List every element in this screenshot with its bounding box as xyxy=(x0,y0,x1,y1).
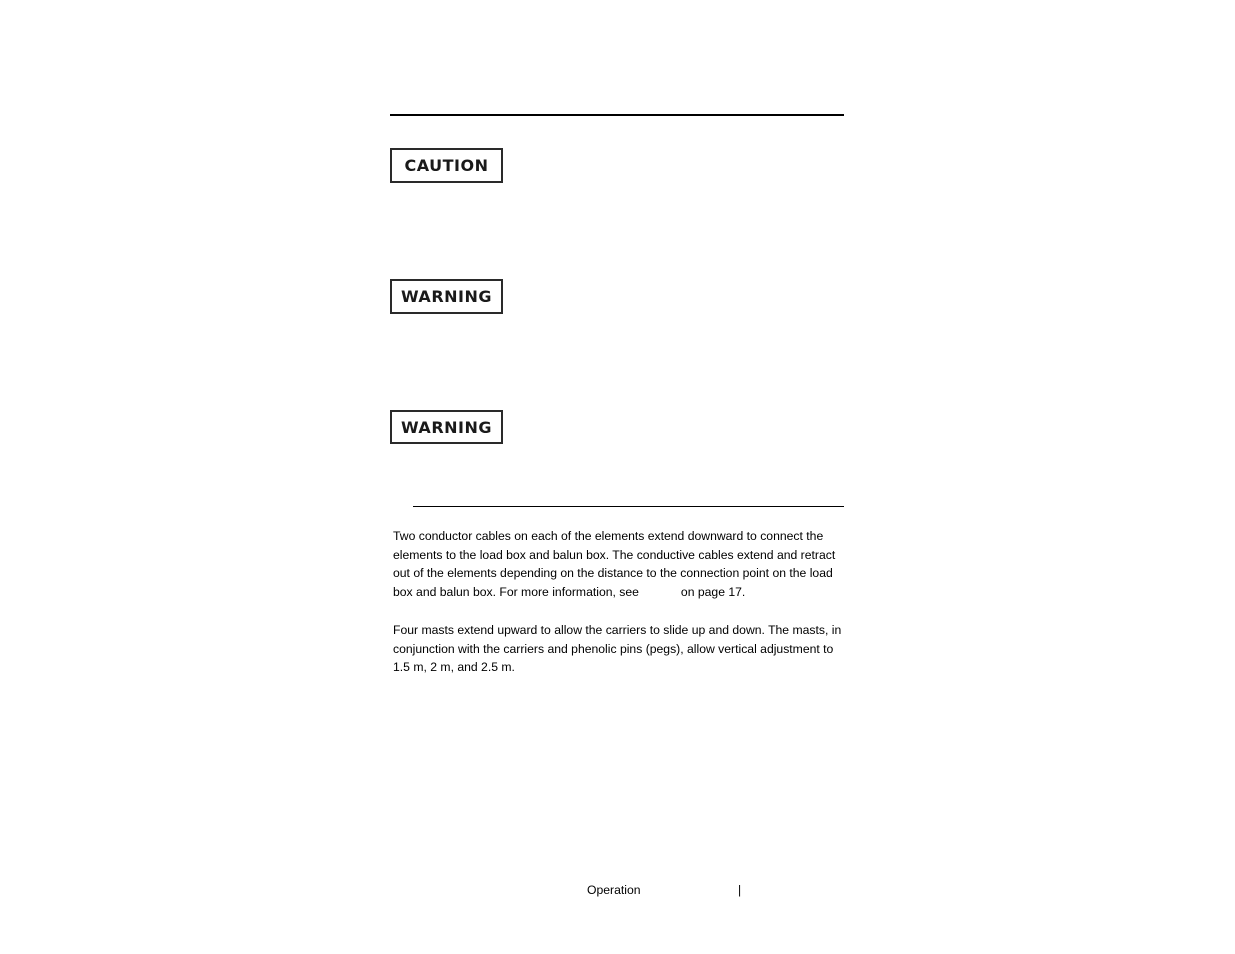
warning-badge-2 xyxy=(390,410,503,444)
top-rule xyxy=(390,114,844,116)
warning-badge-1 xyxy=(390,279,503,314)
caution-label: CAUTION xyxy=(404,156,489,175)
paragraph-2-text: Four masts extend upward to allow the carriers to slide up and down. The masts, in conjunction with the carriers and phenolic pins (pegs), allow vertical adjustment to 1.5 m, 2 m, and 2.5 m. xyxy=(393,623,842,675)
paragraph-1-page-ref: on page 17. xyxy=(680,585,746,600)
body-paragraph-cables xyxy=(393,527,845,602)
paragraph-1-text: Two conductor cables on each of the elements extend downward to connect the elements to the load box and balun box. The conductive cables extend and retract out of the elements depending on the distance to the connection point on the load box and balun box. For more information, see xyxy=(393,529,836,600)
caution-badge xyxy=(390,148,503,183)
warning-label-1: WARNING xyxy=(401,287,492,306)
footer-separator: | xyxy=(738,883,742,897)
warning-label-2: WARNING xyxy=(401,417,492,437)
footer-section-label: Operation xyxy=(587,883,641,897)
body-paragraph-masts xyxy=(393,621,845,677)
section-rule xyxy=(413,506,844,507)
